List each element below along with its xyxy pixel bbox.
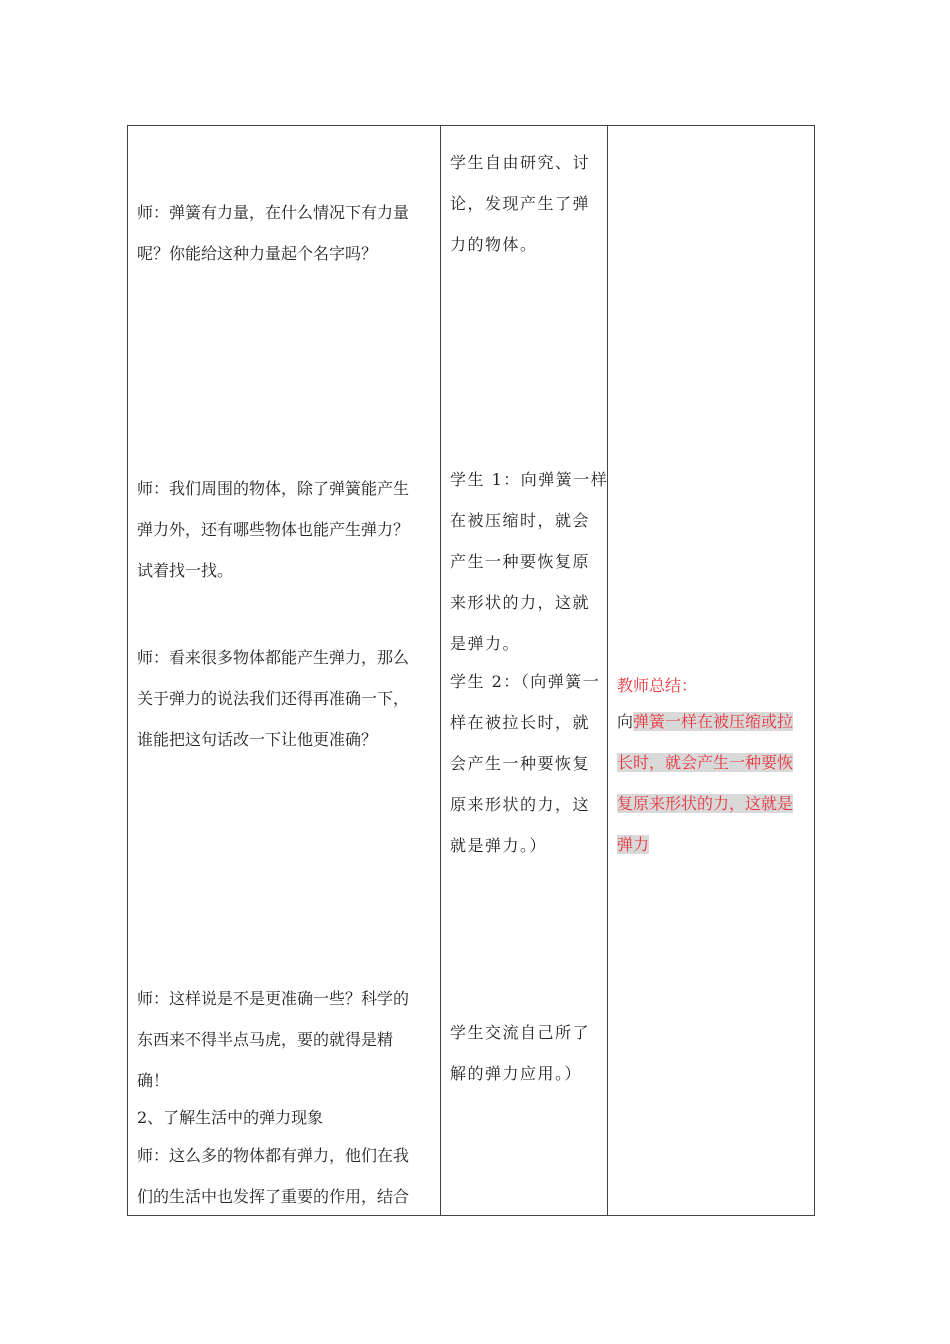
text-line: 样在被拉长时，就 — [450, 713, 591, 732]
text-line — [617, 783, 793, 824]
text-line: 来形状的力，这就 — [450, 593, 591, 612]
text-line: 关于弹力的说法我们还得再准确一下， — [137, 689, 410, 708]
text-line — [617, 701, 793, 742]
text-line: 学生 2：（向弹簧一 — [450, 672, 601, 691]
text-line: 呢？你能给这种力量起个名字吗？ — [137, 244, 378, 263]
teacher-question-2 — [137, 468, 409, 591]
text-line: 是弹力。 — [450, 634, 521, 653]
column-divider — [607, 126, 608, 1215]
text-line: 力的物体。 — [450, 235, 538, 254]
teacher-question-5 — [137, 1135, 409, 1217]
summary-highlight: 弹力 — [617, 835, 650, 854]
text-line: 师：这么多的物体都有弹力，他们在我 — [137, 1146, 410, 1165]
text-line: 论，发现产生了弹 — [450, 194, 591, 213]
student-answer-1 — [450, 142, 590, 265]
text-line: 就是弹力。） — [450, 836, 548, 855]
text-line: 师：这样说是不是更准确一些？科学的 — [137, 989, 410, 1008]
teacher-summary — [617, 701, 793, 865]
summary-prefix: 向 — [617, 712, 634, 731]
text-line: 在被压缩时，就会 — [450, 511, 591, 530]
text-line: 东西来不得半点马虎，要的就得是精 — [137, 1030, 394, 1049]
teacher-question-3 — [137, 637, 409, 760]
text-line: 会产生一种要恢复 — [450, 754, 591, 773]
text-line: 学生自由研究、讨 — [450, 153, 591, 172]
summary-title: 教师总结： — [617, 676, 698, 695]
text-line: 产生一种要恢复原 — [450, 552, 591, 571]
text-line: 学生 1：向弹簧一样 — [450, 470, 609, 489]
section-heading: 2、了解生活中的弹力现象 — [137, 1108, 324, 1127]
text-line — [617, 824, 793, 865]
text-line: 师：弹簧有力量，在什么情况下有力量 — [137, 203, 410, 222]
text-line: 们的生活中也发挥了重要的作用，结合 — [137, 1187, 410, 1206]
summary-highlight: 长时，就会产生一种要恢 — [617, 753, 794, 772]
text-line: 弹力外，还有哪些物体也能产生弹力？ — [137, 520, 410, 539]
teacher-question-4 — [137, 978, 409, 1101]
text-line — [617, 742, 793, 783]
text-line: 师：我们周围的物体，除了弹簧能产生 — [137, 479, 410, 498]
text-line: 解的弹力应用。） — [450, 1064, 583, 1083]
lesson-table — [127, 125, 815, 1216]
summary-highlight: 弹簧一样在被压缩或拉 — [633, 712, 794, 731]
teacher-question-1 — [137, 192, 409, 274]
text-line: 确！ — [137, 1071, 170, 1090]
summary-highlight: 复原来形状的力，这就是 — [617, 794, 794, 813]
student-answer-4 — [450, 1012, 590, 1094]
student-answer-2 — [450, 459, 608, 664]
column-divider — [440, 126, 441, 1215]
student-answer-3 — [450, 661, 600, 866]
text-line: 试着找一找。 — [137, 561, 234, 580]
text-line: 谁能把这句话改一下让他更准确？ — [137, 730, 378, 749]
text-line: 原来形状的力，这 — [450, 795, 591, 814]
text-line: 师：看来很多物体都能产生弹力，那么 — [137, 648, 410, 667]
text-line: 学生交流自己所了 — [450, 1023, 591, 1042]
